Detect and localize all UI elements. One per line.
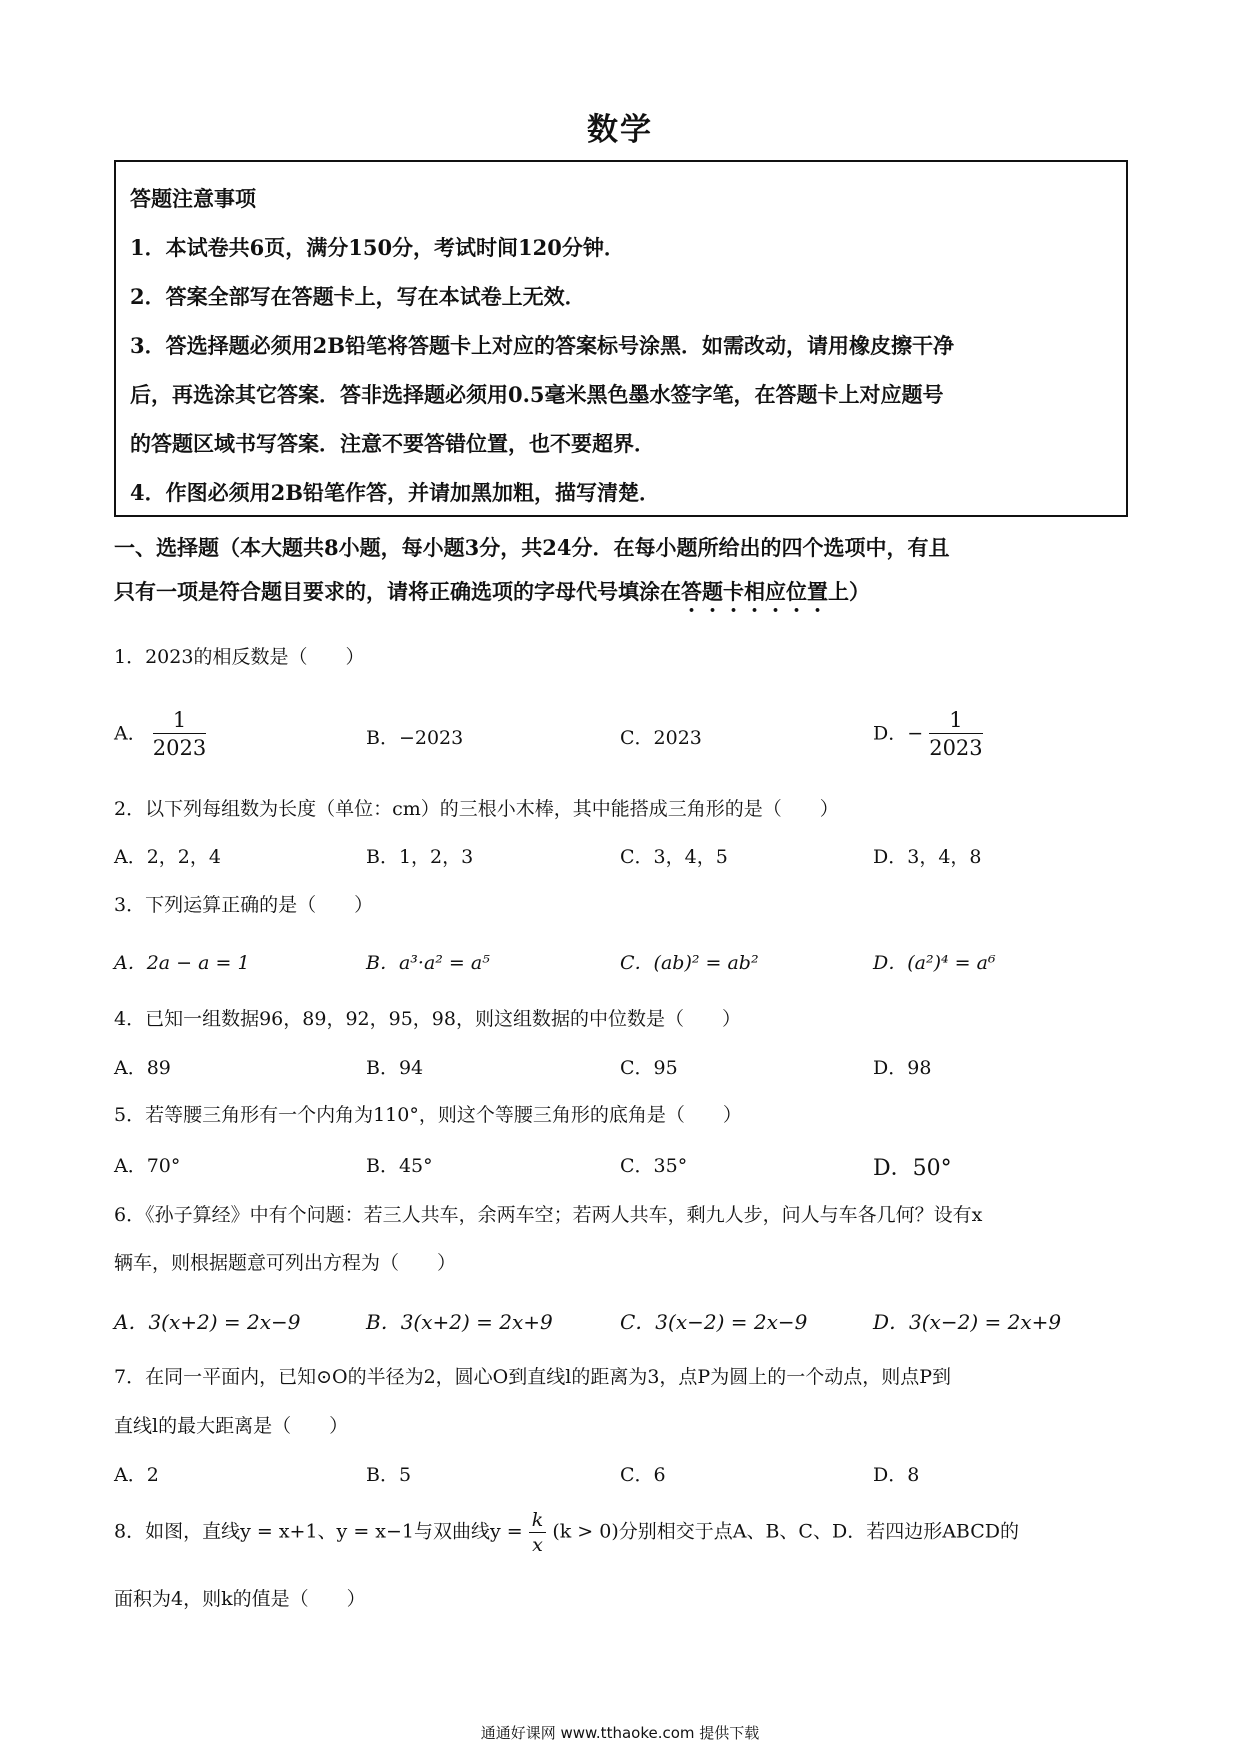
section-heading	[114, 526, 1134, 617]
question-6-options	[0, 1306, 1240, 1346]
notice-box	[114, 160, 1128, 517]
option-a	[114, 707, 206, 762]
option-a: A．70°	[114, 1155, 181, 1177]
footer: 通通好课网 www.tthaoke.com 提供下载	[480, 1724, 760, 1742]
page-title: 数学	[587, 112, 653, 148]
option-a: A．2，2，4	[114, 846, 221, 868]
notice-line: 3．答选择题必须用2B铅笔将答题卡上对应的答案标号涂黑．如需改动，请用橡皮擦干净	[130, 333, 954, 358]
section-text: 只有一项是符合题目要求的，请将正确选项的字母代号填涂在	[114, 579, 681, 604]
stem-text: (k > 0)分别相交于点A、B、C、D．若四边形ABCD的	[552, 1520, 1020, 1543]
option-b: B．3(x+2) = 2x+9	[366, 1310, 553, 1334]
option-d: D．98	[873, 1057, 932, 1079]
option-d: D．50°	[873, 1156, 952, 1181]
question-7-options	[0, 1460, 1240, 1500]
question-6-stem-line-2: 辆车，则根据题意可列出方程为（ ）	[114, 1252, 457, 1274]
notice-line: 4．作图必须用2B铅笔作答，并请加黑加粗，描写清楚．	[130, 480, 660, 505]
notice-line: 后，再选涂其它答案．答非选择题必须用0.5毫米黑色墨水签字笔，在答题卡上对应题号	[130, 382, 944, 407]
notice-heading: 答题注意事项	[130, 186, 256, 211]
numerator: 1	[929, 707, 982, 734]
section-line-1: 一、选择题（本大题共8小题，每小题3分，共24分．在每小题所给出的四个选项中，有且	[114, 535, 950, 560]
option-b: B．94	[366, 1057, 424, 1079]
notice-line: 2．答案全部写在答题卡上，写在本试卷上无效．	[130, 284, 586, 309]
question-3-stem: 3．下列运算正确的是（ ）	[114, 894, 374, 916]
question-2-stem: 2．以下列每组数为长度（单位：cm）的三根小木棒，其中能搭成三角形的是（ ）	[114, 798, 839, 820]
emphasized-text: 答题卡相应位置	[681, 579, 828, 604]
question-8-stem-line-1	[114, 1508, 1019, 1557]
option-c: C．(ab)² = ab²	[620, 952, 759, 974]
option-d: D．3(x−2) = 2x+9	[873, 1310, 1062, 1334]
option-b: B．5	[366, 1464, 412, 1486]
notice-line: 1．本试卷共6页，满分150分，考试时间120分钟．	[130, 235, 625, 260]
section-line-2	[114, 570, 1134, 617]
question-7-stem-line-1: 7．在同一平面内，已知⊙O的半径为2，圆心O到直线l的距离为3，点P为圆上的一个动点，则点P到	[114, 1366, 951, 1388]
section-text: 上）	[828, 579, 870, 604]
fraction	[153, 707, 206, 762]
numerator: k	[529, 1508, 547, 1533]
question-5-stem: 5．若等腰三角形有一个内角为110°，则这个等腰三角形的底角是（ ）	[114, 1104, 742, 1126]
option-d	[873, 707, 983, 762]
question-1-stem: 1．2023的相反数是（ ）	[114, 646, 365, 668]
option-d: D．3，4，8	[873, 846, 982, 868]
question-4-options	[0, 1053, 1240, 1093]
question-7-stem-line-2: 直线l的最大距离是（ ）	[114, 1415, 349, 1437]
option-c: C．3(x−2) = 2x−9	[620, 1310, 808, 1334]
numerator: 1	[153, 707, 206, 734]
question-6-stem-line-1: 6．《孙子算经》中有个问题：若三人共车，余两车空；若两人共车，剩九人步，问人与车各几何？设有x	[114, 1204, 983, 1226]
option-c: C．6	[620, 1464, 666, 1486]
denominator: 2023	[152, 736, 207, 760]
option-label: D．−	[873, 722, 924, 745]
question-8-stem-line-2: 面积为4，则k的值是（ ）	[114, 1588, 366, 1610]
option-b: B．45°	[366, 1155, 433, 1177]
notice-line: 的答题区域书写答案．注意不要答错位置，也不要超界．	[130, 431, 655, 456]
option-d: D．8	[873, 1464, 920, 1486]
option-b: B．a³·a² = a⁵	[366, 952, 490, 974]
denominator: 2023	[929, 736, 983, 760]
question-5-options	[0, 1151, 1240, 1191]
question-3-options	[0, 948, 1240, 988]
option-c: C．3，4，5	[620, 846, 728, 868]
question-4-stem: 4．已知一组数据96，89，92，95，98，则这组数据的中位数是（ ）	[114, 1008, 741, 1030]
stem-text: 8．如图，直线y = x+1、y = x−1与双曲线y =	[114, 1520, 523, 1543]
option-a: A．3(x+2) = 2x−9	[114, 1310, 301, 1334]
option-d: D．(a²)⁴ = a⁶	[873, 952, 996, 974]
option-c: C．95	[620, 1057, 678, 1079]
option-b: B．1，2，3	[366, 846, 474, 868]
option-c: C．35°	[620, 1155, 688, 1177]
option-a: A．2a − a = 1	[114, 952, 250, 974]
denominator: x	[532, 1534, 543, 1556]
option-b: B．−2023	[366, 727, 464, 749]
question-2-options	[0, 842, 1240, 882]
option-c: C．2023	[620, 727, 702, 749]
option-a: A．89	[114, 1057, 171, 1079]
option-a: A．2	[114, 1464, 159, 1486]
question-1-options	[0, 707, 1240, 760]
fraction	[929, 707, 982, 762]
fraction	[529, 1508, 547, 1557]
option-label: A．	[114, 722, 147, 745]
